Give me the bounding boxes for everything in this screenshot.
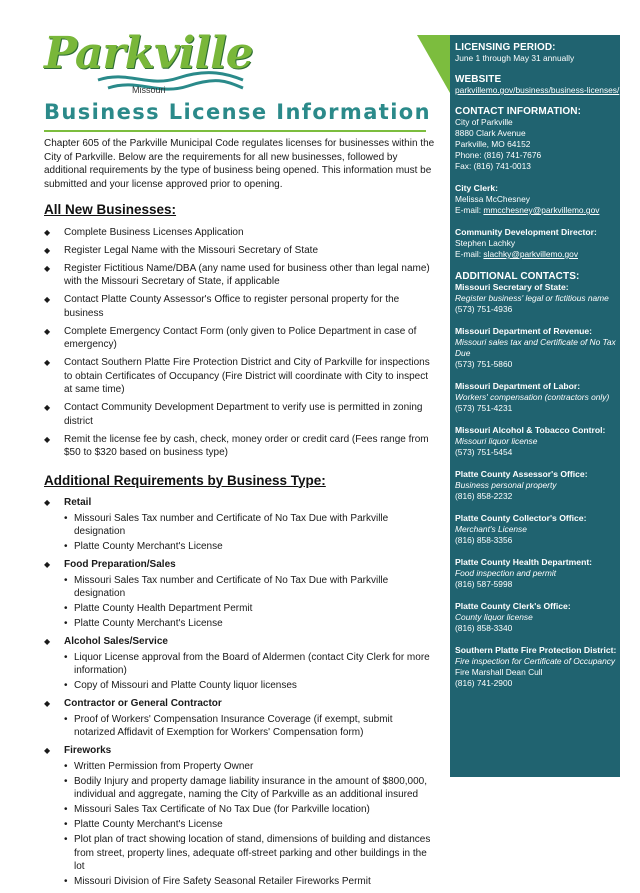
contact-phone: (573) 751-4231 xyxy=(455,403,513,413)
contact-entry xyxy=(455,326,620,370)
list-item: • Plot plan of tract showing location of stand, dimensions of building and distances from street, property lines, adequate off-street parking and other buildings in the lot xyxy=(64,833,436,874)
list-item: • Proof of Workers' Compensation Insurance Coverage (if exempt, submit notarized Affidavit of Exemption for Workers' Compensation form) xyxy=(64,713,436,740)
list-item: ◆ Contact Southern Platte Fire Protection District and City of Parkville for inspections to obtain Certificates of Occupancy (Fire District will coordinate with City to inspect at same time) xyxy=(44,356,436,397)
contact-phone: (816) 741-2900 xyxy=(455,678,513,688)
business-type-name: ◆ Fireworks xyxy=(64,745,112,756)
requirement-list xyxy=(64,651,436,693)
website-link[interactable]: parkvillemo.gov/business/business-licenses/ xyxy=(455,85,620,95)
contact-phone: (816) 587-5998 xyxy=(455,579,513,589)
list-item: ◆ Remit the license fee by cash, check, money order or credit card (Fees range from $50 to $320 based on business type) xyxy=(44,433,436,460)
list-item: ◆ Contact Community Development Department to verify use is permitted in zoning district xyxy=(44,401,436,428)
list-item: • Missouri Sales Tax number and Certificate of No Tax Due with Parkville designation xyxy=(64,574,436,601)
business-type-retail xyxy=(44,496,436,554)
page-title: Business License Information xyxy=(44,100,431,124)
list-item: • Liquor License approval from the Board of Aldermen (contact City Clerk for more information) xyxy=(64,651,436,678)
contact-entry xyxy=(455,282,620,315)
cd-director-name: Stephen Lachky xyxy=(455,238,516,248)
contact-description: Missouri sales tax and Certificate of No Tax Due xyxy=(455,337,616,358)
contact-heading: CONTACT INFORMATION: xyxy=(455,106,582,117)
contact-extra: Fire Marshall Dean Cull xyxy=(455,667,543,677)
list-item: • Missouri Sales Tax Certificate of No Tax Due (for Parkville location) xyxy=(64,803,436,817)
additional-contacts-heading: ADDITIONAL CONTACTS: xyxy=(455,271,580,282)
main-content xyxy=(44,137,436,893)
contact-entry xyxy=(455,557,620,590)
list-item: • Missouri Sales Tax number and Certificate of No Tax Due with Parkville designation xyxy=(64,512,436,539)
sidebar-accent-triangle xyxy=(417,35,450,93)
contact-entry xyxy=(455,513,620,546)
logo-subtitle: Missouri xyxy=(132,85,166,95)
list-item: • Platte County Health Department Permit xyxy=(64,602,436,616)
list-item: • Missouri Division of Fire Safety Seasonal Retailer Fireworks Permit xyxy=(64,875,436,889)
clerk-title: City Clerk: xyxy=(455,183,498,193)
contact-description: Fire inspection for Certificate of Occupancy xyxy=(455,656,616,666)
requirement-list xyxy=(64,713,436,740)
requirement-list xyxy=(64,760,436,889)
contact-description: Business personal property xyxy=(455,480,557,490)
contact-description: Missouri liquor license xyxy=(455,436,538,446)
contact-title: Platte County Clerk's Office: xyxy=(455,601,571,611)
contact-title: Platte County Health Department: xyxy=(455,557,593,567)
list-item: ◆ Register Legal Name with the Missouri Secretary of State xyxy=(44,244,436,258)
contact-entry xyxy=(455,601,620,634)
city-phone: Phone: (816) 741-7676 xyxy=(455,150,542,160)
contact-title: Missouri Secretary of State: xyxy=(455,282,569,292)
city-name: City of Parkville xyxy=(455,117,513,127)
contact-sidebar-content xyxy=(455,42,620,689)
business-type-name: ◆ Food Preparation/Sales xyxy=(64,559,176,570)
contact-entry xyxy=(455,425,620,458)
business-type-food xyxy=(44,558,436,631)
contact-title: Platte County Collector's Office: xyxy=(455,513,587,523)
clerk-name: Melissa McChesney xyxy=(455,194,530,204)
all-new-heading: All New Businesses: xyxy=(44,202,177,217)
contact-description: Register business' legal or fictitious name xyxy=(455,293,609,303)
requirement-list xyxy=(64,512,436,554)
list-item: • Platte County Merchant's License xyxy=(64,540,436,554)
cd-email-row xyxy=(455,249,620,260)
city-address: 8880 Clark Avenue xyxy=(455,128,526,138)
contact-phone: (816) 858-3356 xyxy=(455,535,513,545)
contact-entry xyxy=(455,469,620,502)
list-item: ◆ Complete Emergency Contact Form (only given to Police Department in case of emergency) xyxy=(44,325,436,352)
contact-title: Missouri Alcohol & Tobacco Control: xyxy=(455,425,606,435)
intro-paragraph: Chapter 605 of the Parkville Municipal Code regulates licenses for businesses within the City of Parkville. Below are the requirements for all new businesses, followed by additional requirements by the type of business being opened. This information must be submitted and your license approved prior to opening. xyxy=(44,138,435,190)
business-type-name: ◆ Retail xyxy=(64,497,92,508)
cd-director-title: Community Development Director: xyxy=(455,227,597,237)
business-type-fireworks xyxy=(44,744,436,889)
licensing-period: June 1 through May 31 annually xyxy=(455,53,575,63)
cd-email-link[interactable]: slachky@parkvillemo.gov xyxy=(483,249,579,259)
licensing-heading: LICENSING PERIOD: xyxy=(455,42,556,53)
website-heading: WEBSITE xyxy=(455,74,502,85)
contact-description: Workers' compensation (contractors only) xyxy=(455,392,610,402)
email-label: E-mail: xyxy=(455,249,482,259)
contact-title: Platte County Assessor's Office: xyxy=(455,469,588,479)
title-divider xyxy=(44,130,426,132)
parkville-logo xyxy=(38,28,253,100)
contact-description: Merchant's License xyxy=(455,524,527,534)
clerk-email-row xyxy=(455,205,620,216)
contact-phone: (816) 858-3340 xyxy=(455,623,513,633)
contact-phone: (573) 751-5454 xyxy=(455,447,513,457)
list-item: • Platte County Merchant's License xyxy=(64,617,436,631)
contact-phone: (816) 858-2232 xyxy=(455,491,513,501)
contact-title: Southern Platte Fire Protection District: xyxy=(455,645,617,655)
business-type-name: ◆ Contractor or General Contractor xyxy=(64,698,222,709)
business-type-name: ◆ Alcohol Sales/Service xyxy=(64,636,168,647)
list-item: • Bodily Injury and property damage liability insurance in the amount of $800,000, individual and aggregate, naming the City of Parkville as an additional insured xyxy=(64,775,436,802)
city-fax: Fax: (816) 741-0013 xyxy=(455,161,531,171)
contact-phone: (573) 751-4936 xyxy=(455,304,513,314)
contact-description: Food inspection and permit xyxy=(455,568,557,578)
requirement-list xyxy=(64,574,436,631)
list-item: • Written Permission from Property Owner xyxy=(64,760,436,774)
contact-phone: (573) 751-5860 xyxy=(455,359,513,369)
additional-heading: Additional Requirements by Business Type: xyxy=(44,472,326,488)
list-item: • Copy of Missouri and Platte County liquor licenses xyxy=(64,679,436,693)
logo-wordmark: Parkville xyxy=(44,28,253,79)
contact-title: Missouri Department of Labor: xyxy=(455,381,581,391)
business-type-alcohol xyxy=(44,635,436,693)
business-type-contractor xyxy=(44,697,436,740)
contact-entry xyxy=(455,645,620,689)
clerk-email-link[interactable]: mmcchesney@parkvillemo.gov xyxy=(483,205,600,215)
contact-entry xyxy=(455,381,620,414)
contact-title: Missouri Department of Revenue: xyxy=(455,326,593,336)
list-item: • Platte County Merchant's License xyxy=(64,818,436,832)
business-type-list xyxy=(44,496,436,889)
contact-description: County liquor license xyxy=(455,612,533,622)
email-label: E-mail: xyxy=(455,205,482,215)
list-item: ◆ Contact Platte County Assessor's Office to register personal property for the business xyxy=(44,293,436,320)
list-item: ◆ Complete Business Licenses Application xyxy=(44,226,436,240)
list-item: ◆ Register Fictitious Name/DBA (any name used for business other than legal name) with the Missouri Secretary of State, if applicable xyxy=(44,262,436,289)
all-new-list xyxy=(44,226,436,460)
city-locality: Parkville, MO 64152 xyxy=(455,139,531,149)
